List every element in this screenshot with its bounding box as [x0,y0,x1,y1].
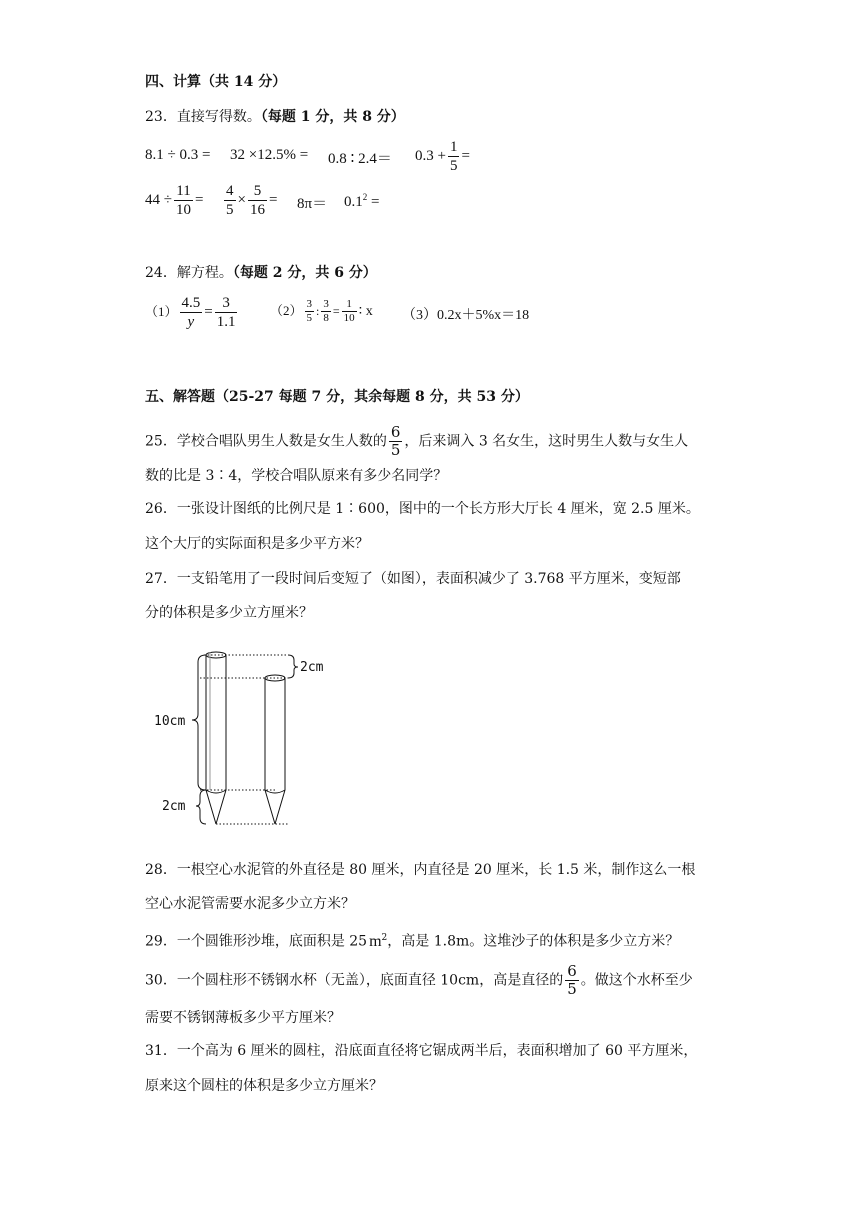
q30-text-a: 30．一个圆柱形不锈钢水杯（无盖），底面直径 10cm，高是直径的 [145,972,564,989]
question-24-header [145,263,377,283]
q24-2-label: （2） [270,302,303,318]
question-23-header [145,107,405,127]
q24-equation-2 [270,298,373,325]
q25-text-b: ，后来调入 3 名女生，这时男生人数与女生人 [404,433,689,450]
q24-1-equals: = [204,303,213,320]
question-31-line-2: 原来这个圆柱的体积是多少立方厘米？ [145,1078,383,1094]
section-4-title: 四、计算（共 14 分） [145,74,287,90]
q24-2-denominator-2: 8 [323,312,329,324]
q23-d-denominator: 5 [449,158,458,174]
brace-top [288,655,298,678]
q24-1-label: （1） [145,303,178,319]
q25-numerator: 6 [390,423,401,441]
q30-fraction [565,963,579,998]
question-26-line-2: 这个大厅的实际面积是多少平方米？ [145,536,369,552]
q23-e-numerator: 11 [174,182,193,201]
q30-text-b: 。做这个水杯至少 [580,972,693,989]
q29-text-b: ，高是 1.8m。这堆沙子的体积是多少立方米？ [387,933,680,950]
q23-f-post: = [268,191,278,208]
q23-item-h [344,192,379,211]
q25-text-a: 25．学校合唱队男生人数是女生人数的 [145,433,387,450]
q23-e-fraction [174,182,193,219]
q23-f-numerator-2: 5 [248,182,267,201]
q24-2-numerator-3: 1 [342,298,357,312]
q24-1-denominator-left: y [187,314,195,330]
q24-1-numerator-right: 3 [215,294,238,313]
q23-f-numerator-1: 4 [226,183,234,199]
question-27-line-1: 27．一支铅笔用了一段时间后变短了（如图），表面积减少了 3.768 平方厘米，变短部 [145,571,681,587]
question-23-score: （每题 1 分，共 8 分） [260,109,405,125]
q23-h-post: = [367,194,380,210]
q23-d-numerator: 1 [449,139,458,155]
q24-2-denominator-1: 5 [306,312,313,324]
q25-denominator: 5 [390,441,401,459]
question-24-prefix: 24．解方程。 [145,265,233,281]
q23-item-a: 8.1 ÷ 0.3 = [145,147,211,163]
q23-h-exponent: 2 [362,192,368,202]
question-30-line-1 [145,963,693,998]
question-31-line-1: 31．一个高为 6 厘米的圆柱，沿底面直径将它锯成两半后，表面积增加了 60 平方厘米， [145,1043,698,1059]
q24-2-equals: = [332,303,340,318]
q29-exponent: 2 [381,933,388,943]
pencil-figure [148,640,324,832]
q24-1-fraction-left [180,294,203,331]
q23-item-d [415,138,470,175]
q24-2-numerator-1: 3 [306,298,313,310]
short-pencil [265,675,285,824]
q23-d-prefix: 0.3 + [415,147,446,164]
q30-numerator: 6 [567,962,577,980]
q24-2-post: ∶ x [358,303,373,319]
q23-f-fraction-2 [248,182,267,219]
q23-d-post: = [461,147,470,164]
q24-2-numerator-2: 3 [323,298,329,310]
q23-f-denominator-2: 16 [249,202,265,218]
q23-item-c: 0.8 ∶ 2.4＝ [328,151,392,167]
q24-equation-1 [145,294,239,331]
q24-2-fraction-1 [305,298,315,325]
q23-e-post: = [194,191,204,208]
question-23-prefix: 23．直接写得数。 [145,109,261,125]
q23-f-fraction-1 [224,182,236,219]
question-25-line-1 [145,424,688,459]
q23-item-b: 32 ×12.5% = [230,147,309,163]
question-28-line-2: 空心水泥管需要水泥多少立方米？ [145,896,355,912]
label-top: 2cm [300,660,324,675]
label-bottom: 2cm [162,799,186,814]
q23-item-f [222,182,277,219]
q23-e-prefix: 44 ÷ [145,191,172,208]
q23-item-g: 8π＝ [297,196,328,212]
long-pencil [206,652,226,824]
label-left: 10cm [154,714,186,729]
section-5-title: 五、解答题（25-27 每题 7 分，其余每题 8 分，共 53 分） [145,389,529,405]
question-26-line-1: 26．一张设计图纸的比例尺是 1∶600，图中的一个长方形大厅长 4 厘米，宽 2.5 厘米。 [145,501,700,517]
q24-2-fraction-3 [342,298,357,325]
q29-text-a: 29．一个圆锥形沙堆，底面积是 25 [145,933,368,950]
brace-left [192,655,206,790]
q30-denominator: 5 [567,980,577,998]
q23-f-times: × [237,191,246,208]
question-25-line-2: 数的比是 3∶4，学校合唱队原来有多少名同学？ [145,468,448,484]
q29-unit: m [369,932,382,950]
question-30-line-2: 需要不锈钢薄板多少平方厘米？ [145,1010,341,1026]
question-28-line-1: 28．一根空心水泥管的外直径是 80 厘米，内直径是 20 厘米，长 1.5 米，制作这么一根 [145,862,696,878]
question-27-line-2: 分的体积是多少立方厘米？ [145,605,313,621]
brace-bottom [196,790,206,824]
q23-item-e [145,182,203,219]
q23-f-denominator-1: 5 [226,202,234,218]
question-24-score: （每题 2 分，共 6 分） [232,265,377,281]
q23-e-denominator: 10 [175,202,191,218]
q24-1-numerator-left: 4.5 [181,295,201,311]
q24-2-fraction-2 [321,298,331,325]
q24-equation-3: （3）0.2x＋5%x＝18 [402,308,530,323]
q24-1-fraction-right [215,294,238,331]
q23-d-fraction [448,138,460,175]
q24-2-denominator-3: 10 [343,312,355,324]
q24-1-denominator-right: 1.1 [216,314,236,330]
question-29 [145,928,679,952]
q25-fraction [389,424,403,459]
q23-h-base: 0.1 [344,194,363,210]
q24-2-colon: : [316,303,320,318]
